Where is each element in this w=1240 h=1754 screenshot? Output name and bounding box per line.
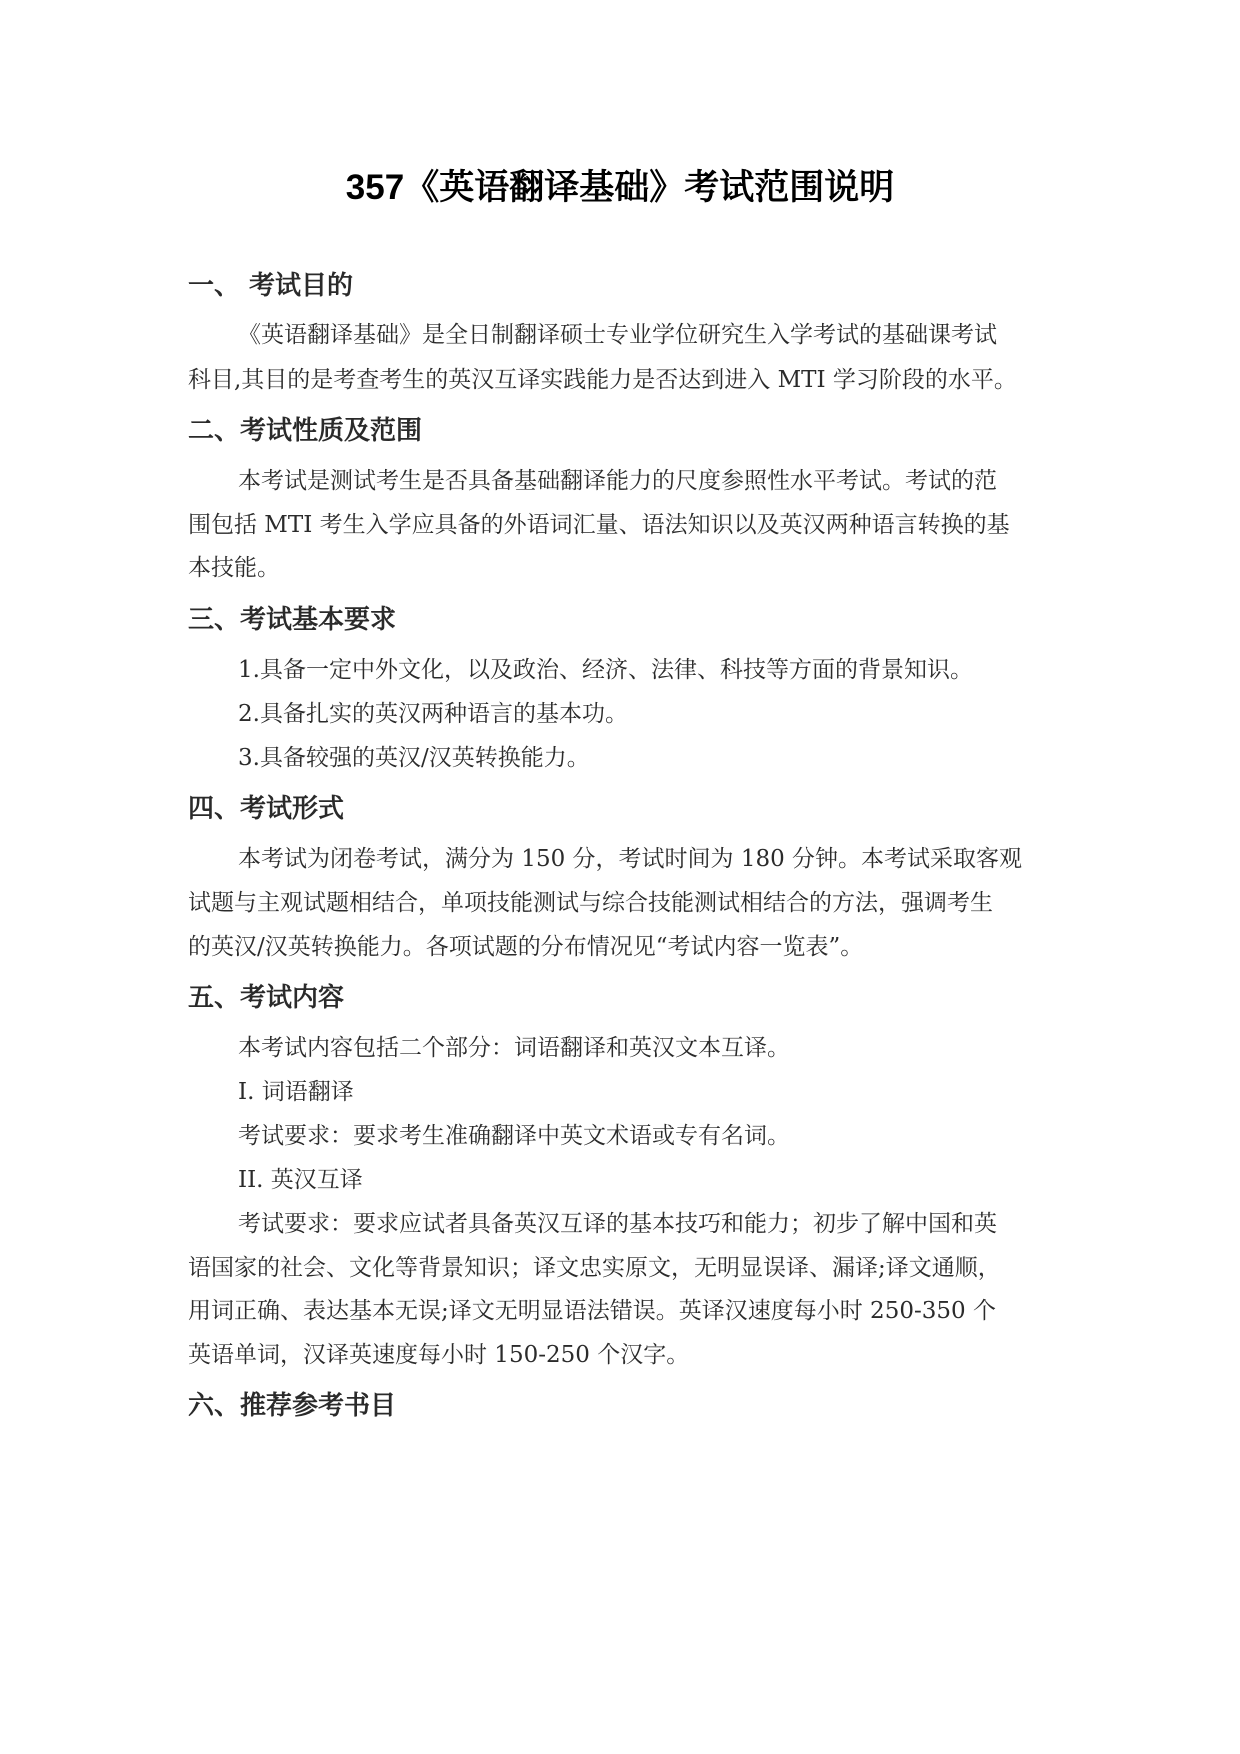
list-item: 2.具备扎实的英汉两种语言的基本功。 [238,701,628,727]
section-heading-references: 六、推荐参考书目 [188,1391,397,1421]
subsection-heading: I. 词语翻译 [238,1079,354,1105]
paragraph-line: 语国家的社会、文化等背景知识；译文忠实原文，无明显误译、漏译;译文通顺， [188,1255,1001,1281]
page-title: 357《英语翻译基础》考试范围说明 [345,168,895,207]
section-heading-basic-requirements: 三、考试基本要求 [188,605,397,635]
paragraph-line: 用词正确、表达基本无误;译文无明显语法错误。英译汉速度每小时 250-350 个 [188,1298,996,1324]
paragraph-line: 本考试为闭卷考试，满分为 150 分，考试时间为 180 分钟。本考试采取客观 [238,846,1023,872]
list-item: 1.具备一定中外文化，以及政治、经济、法律、科技等方面的背景知识。 [238,657,973,683]
paragraph-line: 试题与主观试题相结合，单项技能测试与综合技能测试相结合的方法，强调考生 [188,890,993,916]
paragraph-line: 本考试是测试考生是否具备基础翻译能力的尺度参照性水平考试。考试的范 [238,468,997,494]
section-heading-exam-content: 五、考试内容 [188,983,345,1013]
section-heading-purpose: 一、 考试目的 [188,271,354,301]
paragraph-line: 本技能。 [188,555,280,581]
paragraph-line: 本考试内容包括二个部分：词语翻译和英汉文本互译。 [238,1035,790,1061]
section-heading-nature-scope: 二、考试性质及范围 [188,416,423,446]
list-item: 3.具备较强的英汉/汉英转换能力。 [238,745,590,771]
paragraph-line: 围包括 MTI 考生入学应具备的外语词汇量、语法知识以及英汉两种语言转换的基 [188,512,1010,538]
paragraph-line: 考试要求：要求应试者具备英汉互译的基本技巧和能力；初步了解中国和英 [238,1211,997,1237]
section-heading-exam-format: 四、考试形式 [188,794,345,824]
subsection-heading: II. 英汉互译 [238,1167,363,1193]
paragraph-line: 的英汉/汉英转换能力。各项试题的分布情况见“考试内容一览表”。 [188,934,864,960]
paragraph-line: 《英语翻译基础》是全日制翻译硕士专业学位研究生入学考试的基础课考试 [238,322,997,348]
paragraph-line: 英语单词，汉译英速度每小时 150-250 个汉字。 [188,1342,690,1368]
paragraph-line: 科目,其目的是考查考生的英汉互译实践能力是否达到进入 MTI 学习阶段的水平。 [188,367,1017,393]
paragraph-line: 考试要求：要求考生准确翻译中英文术语或专有名词。 [238,1123,790,1149]
